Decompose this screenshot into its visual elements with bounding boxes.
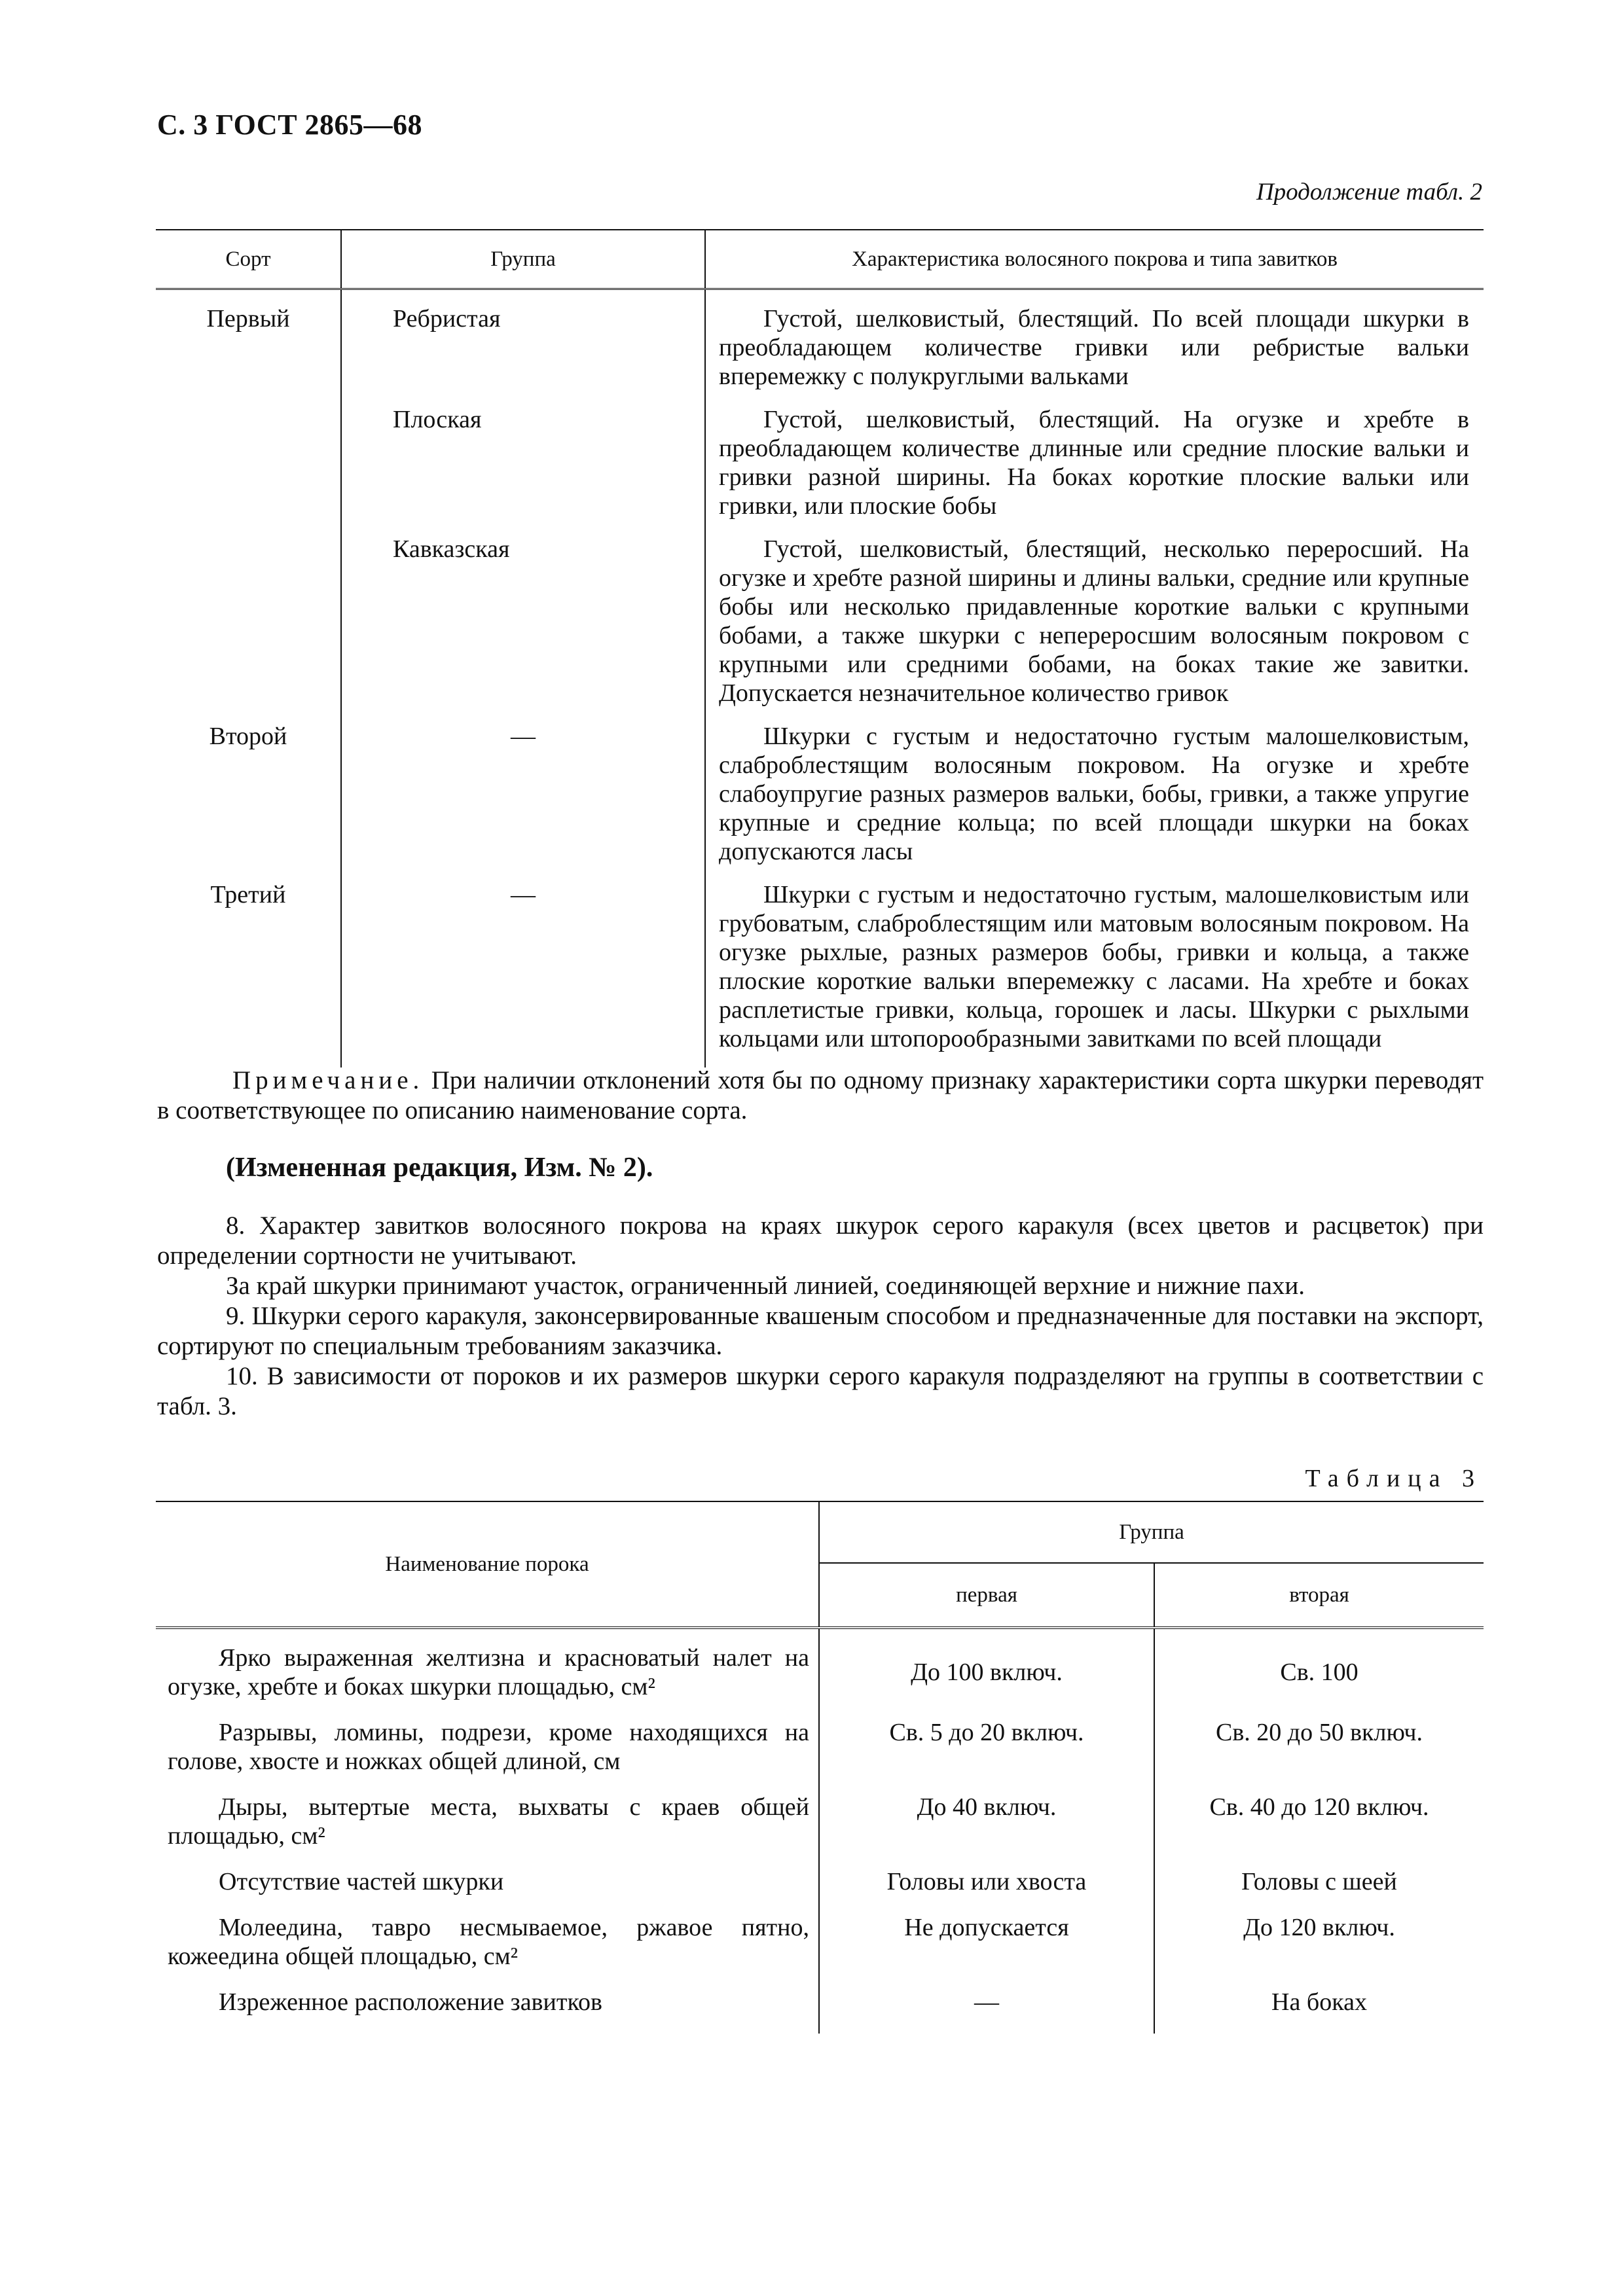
cell-first-group: До 40 включ. xyxy=(917,1793,1057,1821)
cell-first-group: Св. 5 до 20 включ. xyxy=(889,1719,1084,1746)
defect-text: Разрывы, ломины, подрези, кроме находящихся на голове, хвосте и ножках общей длиной, см xyxy=(168,1719,809,1775)
col-header-second: вторая xyxy=(1154,1563,1484,1628)
col-header-defect-name: Наименование порока xyxy=(156,1501,819,1628)
cell-defect-name xyxy=(156,1628,819,1718)
paragraph-9: 9. Шкурки серого каракуля, законсервированные квашеным способом и предназначенные для поставки на экспорт, сортируют по специальным требованиям заказчика. xyxy=(157,1302,1484,1360)
table-row xyxy=(156,1718,1484,1793)
table-row xyxy=(156,1988,1484,2034)
table-row xyxy=(156,1913,1484,1988)
note-text: При наличии отклонений хотя бы по одному признаку характеристики сорта шкурки переводят в соответствующее по описанию наименование сорта. xyxy=(157,1066,1484,1124)
paragraph-8: 8. Характер завитков волосяного покрова на краях шкурок серого каракуля (всех цветов и расцветок) при определении сортности не учитывают. xyxy=(157,1211,1484,1270)
cell-first-group: Головы или хвоста xyxy=(886,1868,1087,1895)
characteristic-text: Густой, шелковистый, блестящий. По всей площади шкурки в преобладающем количестве гривки или ребристые вальки вперемежку с полукруглыми вальками xyxy=(719,305,1469,390)
cell-second-group: До 120 включ. xyxy=(1154,1913,1484,1988)
table-row xyxy=(156,289,1484,406)
col-header-group: Группа xyxy=(819,1501,1484,1563)
note-label: Примечание. xyxy=(232,1066,424,1094)
defect-text: Молеедина, тавро несмываемое, ржавое пятно, кожеедина общей площадью, см² xyxy=(168,1914,809,1970)
cell-defect-name xyxy=(156,1718,819,1793)
cell-defect-name xyxy=(156,1988,819,2034)
characteristic-text: Шкурки с густым и недостаточно густым, малошелковистым или грубоватым, слаброблестящим или матовым волосяным покровом. На огузке рыхлые, разных размеров бобы, гривки и кольца, а также плоские короткие вальки вперемежку с ласами. На хребте и боках расплетистые гривки, кольца, горошек и ласы. Шкурки с рыхлыми кольцами или штопорообразными завитками по всей площади xyxy=(719,881,1469,1052)
table-3-caption: Таблица 3 xyxy=(1305,1465,1482,1492)
cell-second-group: Головы с шеей xyxy=(1154,1867,1484,1913)
cell-second-group: Св. 40 до 120 включ. xyxy=(1154,1793,1484,1867)
defect-text: Отсутствие частей шкурки xyxy=(219,1868,504,1895)
cell-group: Плоская xyxy=(341,405,705,535)
cell-second-group: Св. 100 xyxy=(1154,1628,1484,1718)
col-header-sort: Сорт xyxy=(156,230,341,289)
defect-text: Дыры, вытертые места, выхваты с краев общей площадью, см² xyxy=(168,1793,809,1850)
table-row xyxy=(156,405,1484,535)
table-row xyxy=(156,722,1484,880)
characteristic-text: Густой, шелковистый, блестящий, несколько переросший. На огузке и хребте разной ширины и длины вальки, средние или крупные бобы или несколько придавленные короткие вальки с крупными бобами, а также шкурки с непереросшим волосяным покровом с крупными или средними бобами, на боках такие же завитки. Допускается незначительное количество гривок xyxy=(719,535,1469,707)
cell-first-group: До 100 включ. xyxy=(911,1659,1063,1686)
note-paragraph xyxy=(157,1066,1484,1126)
table-note xyxy=(157,1066,1484,1126)
cell-group: — xyxy=(341,880,705,1067)
defect-text: Ярко выраженная желтизна и красноватый налет на огузке, хребте и боках шкурки площадью, см² xyxy=(168,1644,809,1700)
cell-characteristic xyxy=(705,722,1484,880)
cell-defect-name xyxy=(156,1793,819,1867)
table-2-header-row xyxy=(156,230,1484,289)
table-row xyxy=(156,1867,1484,1913)
col-header-group: Группа xyxy=(341,230,705,289)
cell-sort xyxy=(156,405,341,535)
cell-sort: Третий xyxy=(156,880,341,1067)
table-row xyxy=(156,1628,1484,1718)
table-2 xyxy=(156,229,1484,1067)
col-header-characteristic: Характеристика волосяного покрова и типа завитков xyxy=(705,230,1484,289)
cell-first-group: — xyxy=(974,1988,999,2016)
cell-first-group: Не допускается xyxy=(904,1914,1069,1941)
cell-group: Кавказская xyxy=(341,535,705,722)
characteristic-text: Шкурки с густым и недостаточно густым малошелковистым, слаброблестящим волосяным покровом. На огузке и хребте слабоупругие разных размеров вальки, бобы, гривки, а также упругие крупные и средние кольца; по всей площади шкурки на боках допускаются ласы xyxy=(719,723,1469,865)
table-3 xyxy=(156,1501,1484,2034)
defect-text: Изреженное расположение завитков xyxy=(219,1988,602,2016)
cell-characteristic xyxy=(705,405,1484,535)
characteristic-text: Густой, шелковистый, блестящий. На огузке и хребте в преобладающем количестве длинные или средние плоские вальки и гривки разной ширины. На боках короткие плоские вальки или гривки, или плоские бобы xyxy=(719,406,1469,520)
table-continuation-label: Продолжение табл. 2 xyxy=(1256,179,1482,206)
cell-characteristic xyxy=(705,289,1484,406)
cell-sort xyxy=(156,535,341,722)
cell-defect-name xyxy=(156,1913,819,1988)
page-header: С. 3 ГОСТ 2865—68 xyxy=(157,109,423,141)
cell-group: Ребристая xyxy=(341,289,705,406)
cell-second-group: На боках xyxy=(1154,1988,1484,2034)
paragraph-8-edge: За край шкурки принимают участок, ограниченный линией, соединяющей верхние и нижние пахи. xyxy=(226,1272,1305,1300)
table-row xyxy=(156,1793,1484,1867)
amendment-note: (Измененная редакция, Изм. № 2). xyxy=(226,1153,653,1183)
cell-characteristic xyxy=(705,535,1484,722)
cell-sort: Первый xyxy=(156,289,341,406)
table-row xyxy=(156,880,1484,1067)
cell-characteristic xyxy=(705,880,1484,1067)
table-3-header-row xyxy=(156,1501,1484,1563)
cell-defect-name xyxy=(156,1867,819,1913)
paragraph-10: 10. В зависимости от пороков и их размеров шкурки серого каракуля подразделяют на группы в соответствии с табл. 3. xyxy=(157,1362,1484,1420)
cell-second-group: Св. 20 до 50 включ. xyxy=(1154,1718,1484,1793)
col-header-first: первая xyxy=(819,1563,1154,1628)
cell-sort: Второй xyxy=(156,722,341,880)
cell-group: — xyxy=(341,722,705,880)
body-paragraphs xyxy=(157,1211,1484,1422)
table-row xyxy=(156,535,1484,722)
